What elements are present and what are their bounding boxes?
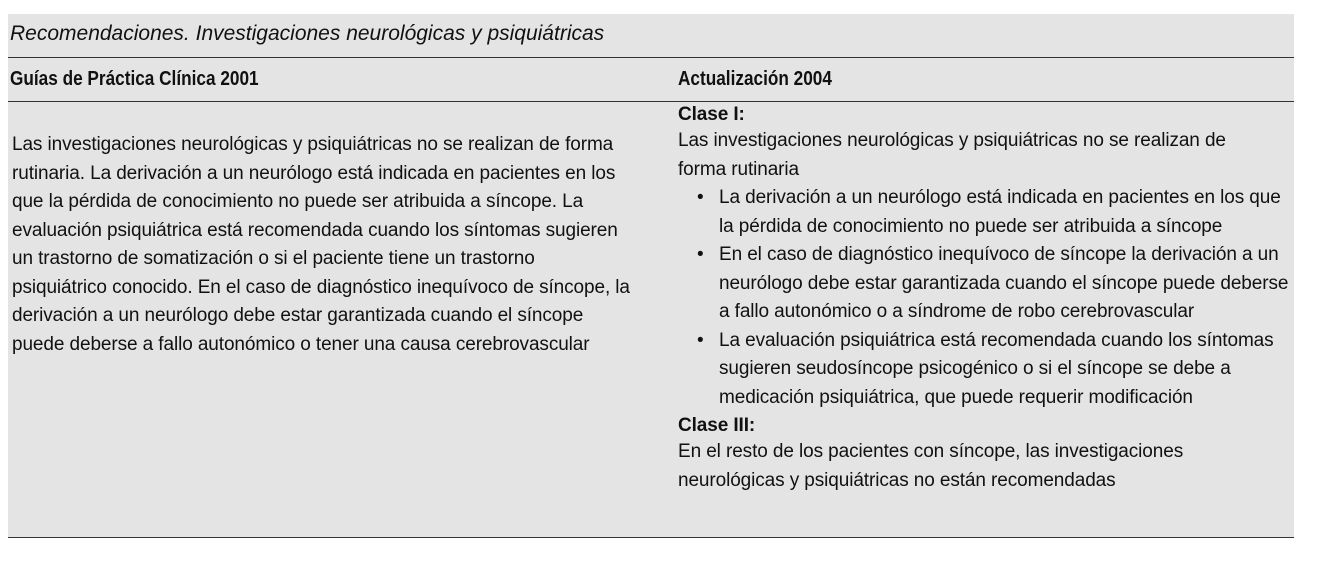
body-cell-2004	[678, 102, 1294, 537]
bullet-icon: •	[697, 244, 704, 265]
list-item	[697, 327, 1294, 413]
bullet-text: La derivación a un neurólogo está indicada en pacientes en los que la pérdida de conocimiento no puede ser atribuida a síncope	[719, 187, 1281, 237]
bullet-text: La evaluación psiquiátrica está recomendada cuando los síntomas sugieren seudosíncope psicogénico o si el síncope se debe a medicación psiquiátrica, que puede requerir modificación	[719, 329, 1274, 408]
class-1-bullet-list	[678, 184, 1294, 412]
header-cell-guidelines-2001	[8, 68, 678, 91]
class-3-title: Clase III:	[678, 415, 756, 436]
class-1-intro: Las investigaciones neurológicas y psiquiátricas no se realizan de forma rutinaria	[678, 130, 1226, 180]
table-header-row	[8, 58, 1294, 102]
body-cell-2001	[8, 102, 678, 537]
header-label-2004: Actualización 2004	[678, 68, 832, 90]
bullet-icon: •	[697, 187, 704, 208]
header-label-2001: Guías de Práctica Clínica 2001	[10, 68, 259, 90]
bullet-icon: •	[697, 329, 704, 351]
table-body-row	[8, 102, 1294, 538]
bullet-text: En el caso de diagnóstico inequívoco de síncope la derivación a un neurólogo debe estar garantizada cuando el síncope puede deberse a fallo autonómico o a síndrome de robo cerebrovascular	[719, 244, 1289, 322]
list-item	[697, 184, 1294, 241]
class-1-title: Clase I:	[678, 104, 745, 125]
header-cell-update-2004	[678, 68, 1294, 91]
table-caption: Recomendaciones. Investigaciones neurológicas y psiquiátricas	[8, 14, 1294, 58]
class-3-text: En el resto de los pacientes con síncope, las investigaciones neurológicas y psiquiátricas no están recomendadas	[678, 441, 1184, 491]
list-item	[697, 241, 1294, 327]
recommendations-table	[8, 14, 1294, 538]
guidelines-2001-text: Las investigaciones neurológicas y psiquiátricas no se realizan de forma rutinaria. La derivación a un neurólogo está indicada en pacientes en los que la pérdida de conocimiento no puede ser atribuida a síncope. La evaluación psiquiátrica está recomendada cuando los síntomas sugieren un trastorno de somatización o si el paciente tiene un trastorno psiquiátrico conocido. En el caso de diagnóstico inequívoco de síncope, la derivación a un neurólogo debe estar garantizada cuando el síncope puede deberse a fallo autonómico o tener una causa cerebrovascular	[12, 134, 630, 355]
